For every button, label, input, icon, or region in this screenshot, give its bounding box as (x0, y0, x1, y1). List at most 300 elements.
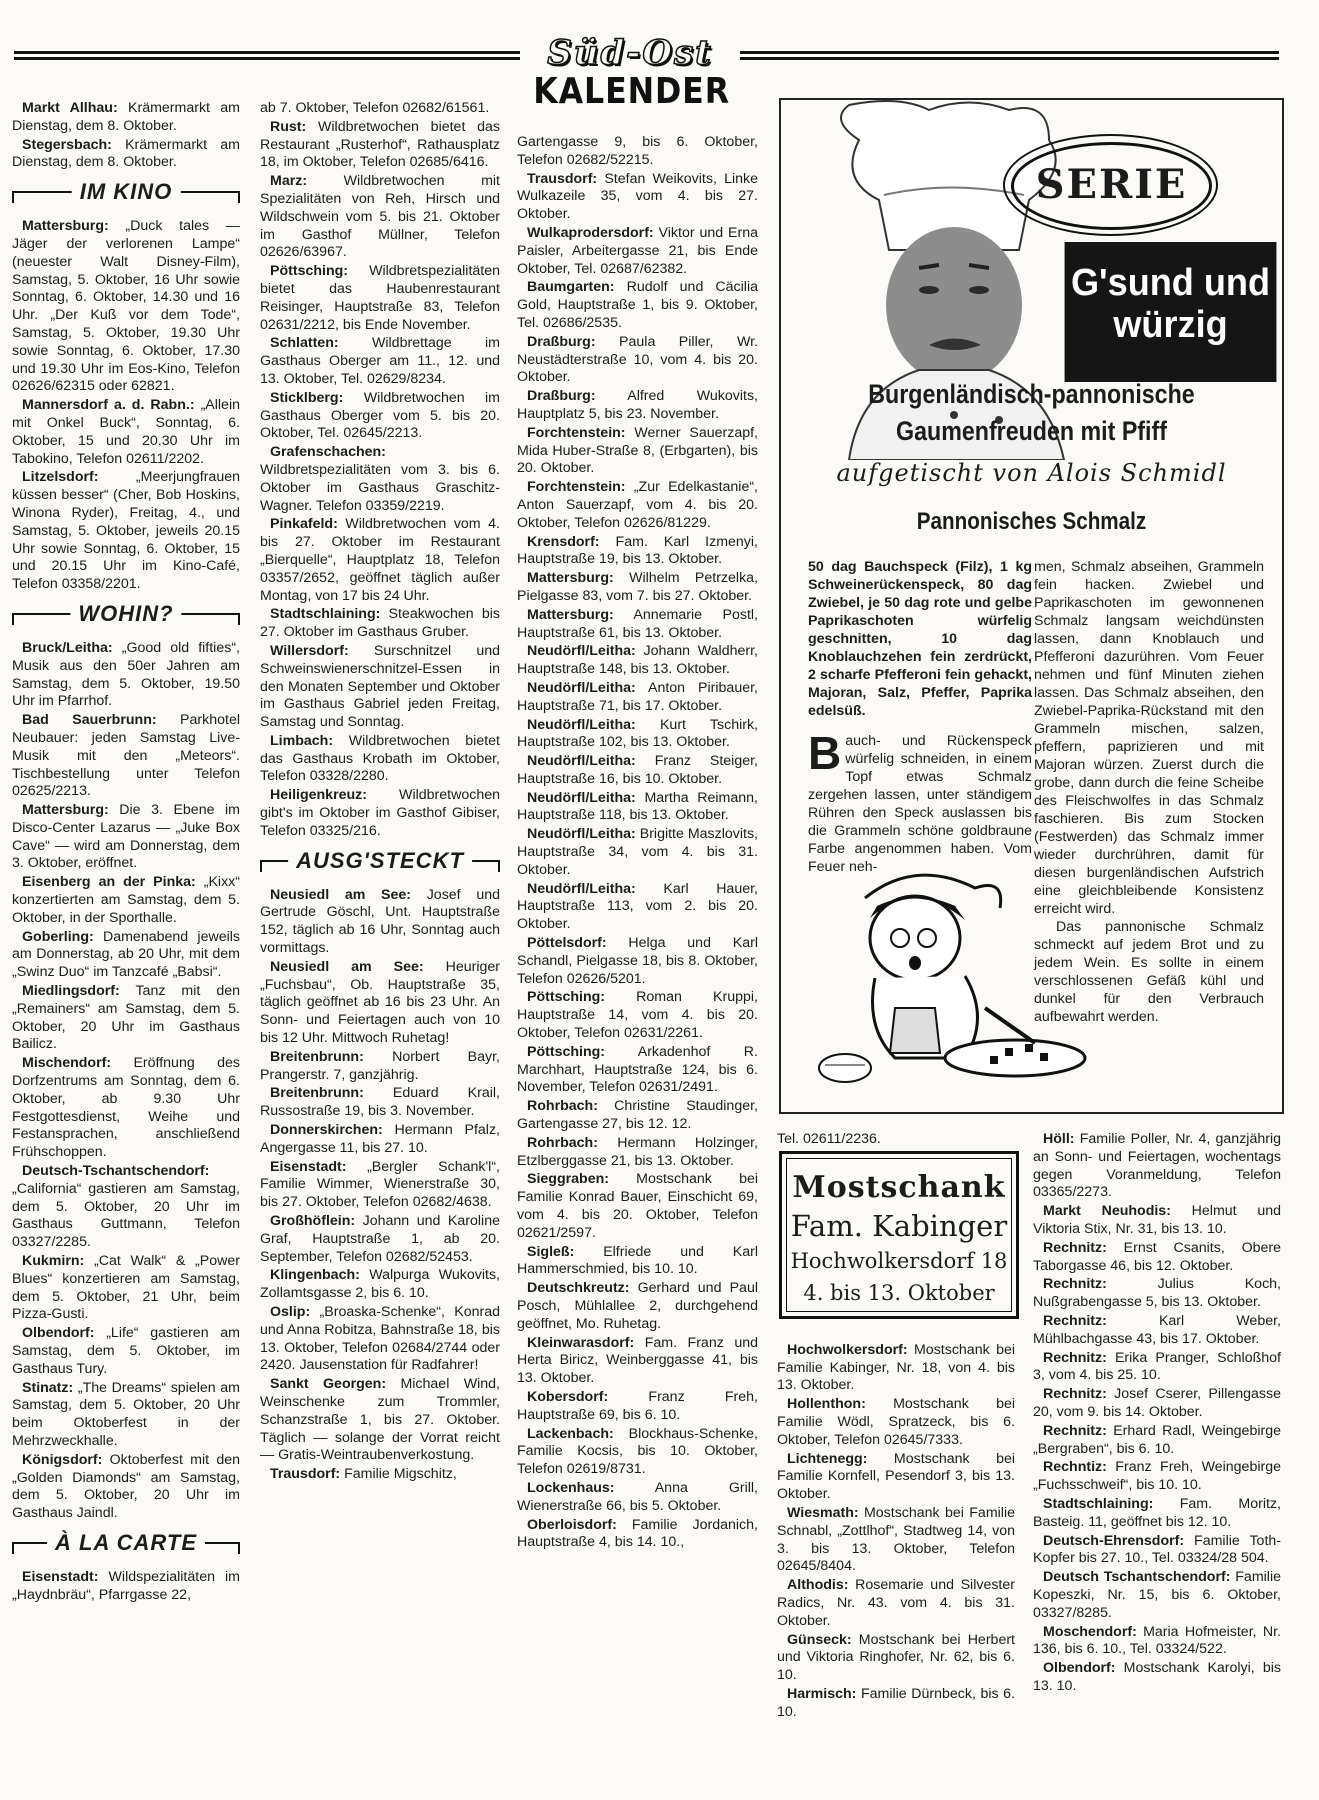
listing-place: Miedlingsdorf: (22, 983, 120, 1000)
listing-text: Fam. Moritz, Basteig. 11, geöffnet bis 12. 10. (1033, 1495, 1281, 1530)
listing-entry (12, 1253, 240, 1324)
listing-place: Stadtschlaining: (270, 606, 381, 623)
listing-place: Hollenthon: (787, 1396, 866, 1413)
listing-entry (1033, 1624, 1281, 1660)
listing-text: Mostschank bei Herbert und Viktoria Ringhofer, Nr. 62, bis 6. 10. (777, 1631, 1015, 1684)
listing-place: Großhöflein: (270, 1213, 356, 1230)
listing-entry (517, 425, 758, 478)
listing-text: Wildbrettage im Gasthaus Oberger am 11., 12. und 13. Oktober, Tel. 02629/8234. (260, 335, 500, 387)
listing-entry (260, 335, 500, 388)
listing-place: Eisenstadt: (22, 1568, 99, 1585)
listing-entry (1033, 1131, 1281, 1202)
listing-place: Breitenbrunn: (270, 1048, 364, 1065)
listing-place: Grafenschachen: (270, 444, 386, 461)
listing-entry (777, 1342, 1015, 1395)
listing-entry (260, 1304, 500, 1375)
listing-text: Brigitte Maszlovits, Hauptstraße 34, vom 4. bis 31. Oktober. (517, 826, 758, 878)
listing-place: Eisenberg an der Pinka: (22, 874, 196, 891)
listing-entry (517, 680, 758, 716)
recipe-dropcap: B (808, 727, 842, 779)
listing-entry (517, 570, 758, 606)
listing-place: Mattersburg: (22, 802, 109, 819)
listing-text: „Kixx“ konzertierten am Samstag, dem 5. Oktober, in der Sporthalle. (12, 874, 240, 926)
listing-text: Wildspezialitäten im „Haydnbräu“, Pfarrgasse 22, (12, 1568, 240, 1603)
listing-place: Lichtenegg: (787, 1450, 868, 1467)
listing-entry (777, 1131, 1015, 1149)
listing-entry (517, 1244, 758, 1280)
listing-text: Alfred Wukovits, Hauptplatz 5, bis 23. November. (517, 388, 758, 422)
listing-place: Lockenhaus: (527, 1479, 615, 1496)
listing-text: Wildbretwochen gibt's im Oktober im Gasthof Gibiser, Telefon 03325/216. (260, 787, 500, 839)
listing-place: Mattersburg: (22, 218, 109, 235)
listing-entry (260, 643, 500, 732)
listing-entry (777, 1686, 1015, 1722)
listing-place: Stinatz: (22, 1379, 74, 1396)
listing-text: Paula Piller, Wr. Neustädterstraße 10, vom 4. bis 20. Oktober. (517, 333, 758, 386)
listing-place: Harmisch: (787, 1685, 857, 1702)
listing-entry (1033, 1350, 1281, 1386)
listing-text: Ernst Csanits, Obere Taborgasse 46, bis 12. Oktober. (1033, 1239, 1281, 1274)
listing-entry (12, 640, 240, 711)
listing-text: Krämermarkt am Dienstag, dem 8. Oktober. (12, 136, 240, 171)
listing-text: Wildbretwochen im Gasthaus Oberger vom 5. bis 20. Oktober, Tel. 02645/2213. (260, 389, 500, 442)
listing-place: Wiesmath: (787, 1504, 859, 1521)
listing-entry (1033, 1203, 1281, 1239)
listing-entry (517, 1335, 758, 1388)
listing-place: Neudörfl/Leitha: (527, 826, 636, 843)
listing-text: Maria Hofmeister, Nr. 136, bis 6. 10., Tel. 03324/522. (1033, 1623, 1281, 1658)
listing-text: Christine Staudinger, Gartengasse 27, bis 12. 12. (517, 1098, 758, 1133)
serie-tagline: G'sund und würzig (1065, 242, 1277, 382)
listing-place: Rechnitz: (1043, 1349, 1107, 1366)
masthead-bottom: KALENDER (533, 71, 730, 112)
listing-entry (517, 1426, 758, 1479)
listing-place: Draßburg: (527, 388, 596, 405)
serie-box (779, 98, 1284, 1114)
listing-place: Neusiedl am See: (270, 958, 424, 975)
listing-text: Johann Waldherr, Hauptstraße 148, bis 13. Oktober. (517, 643, 758, 678)
listing-entry (517, 134, 758, 170)
listing-place: Goberling: (22, 928, 94, 945)
listing-place: Kukmirn: (22, 1253, 85, 1270)
listing-text: Tanz mit den „Remainers“ am Samstag, dem 5. Oktober, 20 Uhr im Gasthaus Bailicz. (12, 983, 240, 1053)
listing-place: Neusiedl am See: (270, 886, 412, 903)
section-heading (12, 600, 240, 628)
listing-text: „Allein mit Onkel Buck“, Sonntag, 6. Oktober, 15 und 20.30 Uhr im Tabokino, Telefon 02611/2202. (12, 397, 240, 467)
listing-place: Donnerskirchen: (270, 1122, 383, 1139)
listing-place: Deutschkreutz: (527, 1280, 630, 1297)
listing-text: Heuriger „Fuchsbau“, Ob. Hauptstraße 35, täglich geöffnet ab 16 bis 23 Uhr. An Sonn- und Feiertagen auch von 10 bis 12 Uhr. Mittwoch Ruhetag! (260, 958, 500, 1047)
listing-text: Michael Wind, Weinschenke zum Trommler, Schanzstraße 1, bis 27. Oktober. Täglich — solange der Vorrat reicht — Gratis-Weintraubenverkostung. (260, 1376, 500, 1464)
listing-entry (517, 607, 758, 643)
listing-entry (517, 388, 758, 424)
listing-entry (1033, 1496, 1281, 1532)
listing-place: Bad Sauerbrunn: (22, 712, 157, 729)
listing-entry (12, 1380, 240, 1451)
listing-entry (517, 717, 758, 753)
listing-entry (260, 263, 500, 334)
listing-text: Eröffnung des Dorfzentrums am Sonntag, dem 6. Oktober, ab 9.30 Uhr Festgottesdienst, Weihe und Festansprachen, anschließend Frühschoppen. (12, 1055, 240, 1161)
listing-entry (777, 1396, 1015, 1449)
listing-entry (12, 1452, 240, 1523)
serie-badge: SERIE (1011, 142, 1212, 230)
listing-place: Rechnitz: (1043, 1239, 1107, 1256)
listing-entry (12, 1569, 240, 1605)
listing-place: Rechnitz: (1043, 1386, 1107, 1403)
listing-entry (1033, 1276, 1281, 1312)
listing-text: „Broaska-Schenke“, Konrad und Anna Robitza, Bahnstraße 18, bis 13. Oktober, Telefon 02684/2744 oder 2420. Jausenstation für Radfahrer! (260, 1304, 500, 1374)
listing-text: Wildbretspezialitäten bietet das Haubenrestaurant Reisinger, Hauptstraße 83, Telefon 02631/2212, bis Ende November. (260, 263, 500, 333)
listing-entry (517, 1044, 758, 1097)
recipe-method-a-text: auch- und Rückenspeck würfelig schneiden, in einem Topf etwas Schmalz zergehen lassen, unter ständigem Rühren den Speck auslassen bis die Grammeln schöne goldbraune Farbe angenommen haben. Vom Feuer neh- (808, 733, 1032, 875)
listing-entry (260, 100, 500, 118)
listing-entry (260, 173, 500, 262)
listing-text: Helmut und Viktoria Stix, Nr. 31, bis 13. 10. (1033, 1203, 1281, 1237)
listing-entry (517, 1480, 758, 1516)
listing-place: Heiligenkreuz: (270, 787, 367, 804)
listing-entry (517, 534, 758, 570)
listing-entry (260, 119, 500, 172)
listing-entry (1033, 1423, 1281, 1459)
listing-entry (260, 733, 500, 786)
listing-text: Erhard Radl, Weingebirge „Bergraben“, bis 6. 10. (1033, 1422, 1281, 1457)
listing-entry (777, 1632, 1015, 1685)
listing-entry (260, 1213, 500, 1266)
listing-text: Wilhelm Petrzelka, Pielgasse 83, vom 7. bis 27. Oktober. (517, 570, 758, 604)
listing-text: Walpurga Wukovits, Zollamtsgasse 2, bis 6. 10. (260, 1267, 500, 1302)
listing-entry (517, 935, 758, 988)
listing-text: Familie Dürnbeck, bis 6. 10. (777, 1685, 1015, 1720)
listing-text: Norbert Bayr, Prangerstr. 7, ganzjährig. (260, 1048, 500, 1083)
listing-entry (1033, 1660, 1281, 1696)
listing-text: Hermann Pfalz, Angergasse 11, bis 27. 10. (260, 1122, 500, 1156)
listing-text: Familie Migschitz, (340, 1466, 457, 1483)
listing-place: Sieggraben: (527, 1171, 609, 1188)
listing-entry (1033, 1569, 1281, 1622)
listing-text: Wildbretwochen bietet das Restaurant „Rusterhof“, Rathausplatz 18, im Oktober, Telefon 02685/6416. (260, 118, 500, 171)
listing-place: Neudörfl/Leitha: (527, 880, 636, 897)
listing-place: Wulkaprodersdorf: (527, 224, 654, 241)
mostschank-heading: Mostschank (792, 1170, 1006, 1205)
listing-entry (260, 1049, 500, 1085)
listing-place: Rohrbach: (527, 1134, 598, 1151)
listing-place: Markt Neuhodis: (1043, 1203, 1171, 1220)
column-2 (260, 100, 500, 1775)
listing-entry (260, 1085, 500, 1121)
listing-text: Surschnitzel und Schweinswienerschnitzel-Essen in den Monaten September und Oktober im Gasthaus Gabriel jeden Freitag, Samstag und Sonntag. (260, 642, 500, 731)
listing-entry (517, 790, 758, 826)
listing-place: Schlatten: (270, 335, 339, 352)
serie-subtitle: Pannonisches Schmalz (916, 508, 1147, 535)
listing-text: Damenabend jeweils am Donnerstag, ab 20 Uhr, mit dem „Swinz Duo“ im Tanzcafé „Babsi“. (12, 928, 240, 981)
listing-text: ab 7. Oktober, Telefon 02682/61561. (260, 100, 490, 116)
listing-entry (260, 1122, 500, 1158)
listing-place: Neudörfl/Leitha: (527, 679, 636, 696)
listing-place: Deutsch-Tschantschendorf: (22, 1163, 210, 1180)
listing-entry (12, 218, 240, 396)
listing-text: Mostschank bei Familie Kabinger, Nr. 18, von 4. bis 13. Oktober. (777, 1341, 1015, 1394)
listing-entry (777, 1451, 1015, 1504)
serie-byline: aufgetischt von Alois Schmidl (836, 459, 1227, 487)
column-5 (1033, 1131, 1281, 1766)
listing-place: Willersdorf: (270, 642, 349, 659)
listing-text: Mostschank bei Familie Wödl, Spratzeck, bis 6. Oktober, Telefon 02645/7333. (777, 1396, 1015, 1448)
listing-entry (1033, 1240, 1281, 1276)
listing-place: Trausdorf: (527, 170, 598, 187)
listing-text: Mostschank bei Familie Konrad Bauer, Einschicht 69, vom 4. bis 20. Oktober, Telefon 02621/2597. (517, 1171, 758, 1241)
listing-text: Oktoberfest mit den „Golden Diamonds“ am Samstag, dem 5. Oktober, 20 Uhr im Gasthaus Jaindl. (12, 1451, 240, 1522)
listing-text: Fam. Franz und Herta Biricz, Weinberggasse 41, bis 13. Oktober. (517, 1334, 758, 1387)
listing-entry (517, 1389, 758, 1425)
recipe-left (808, 558, 1032, 876)
listing-entry (1033, 1313, 1281, 1349)
listing-place: Neudörfl/Leitha: (527, 753, 636, 770)
listing-entry (517, 753, 758, 789)
listing-text: Arkadenhof R. Marchhart, Hauptstraße 124, bis 6. November, Telefon 02631/2491. (517, 1043, 758, 1096)
listing-text: Mostschank Karolyi, bis 13. 10. (1033, 1660, 1281, 1694)
listing-text: Helga und Karl Schandl, Pielgasse 18, bis 8. Oktober, Telefon 02626/5201. (517, 935, 758, 987)
listing-text: Eduard Krail, Russostraße 19, bis 3. November. (260, 1085, 500, 1120)
listing-place: Neudörfl/Leitha: (527, 789, 636, 806)
listing-place: Kleinwarasdorf: (527, 1334, 635, 1351)
listing-entry (517, 171, 758, 224)
listing-text: Julius Koch, Nußgrabengasse 5, bis 13. Oktober. (1033, 1276, 1281, 1311)
listing-entry (260, 390, 500, 443)
listing-place: Pöttsching: (270, 263, 349, 280)
column-4 (777, 1131, 1015, 1766)
listing-text: Gerhard und Paul Posch, Mühlallee 2, durchgehend geöffnet, Mo. Ruhetag. (517, 1280, 758, 1332)
listing-entry (1033, 1459, 1281, 1495)
listing-entry (260, 1159, 500, 1212)
listing-text: Fam. Karl Izmenyi, Hauptstraße 19, bis 13. Oktober. (517, 533, 758, 568)
listing-entry (12, 712, 240, 801)
listing-place: Mannersdorf a. d. Rabn.: (22, 397, 195, 414)
listing-text: Karl Weber, Mühlbachgasse 43, bis 17. Oktober. (1033, 1312, 1281, 1347)
serie-title: Burgenländisch-pannonische Gaumenfreuden mit Pfiff (868, 379, 1195, 446)
listing-text: Kurt Tschirk, Hauptstraße 102, bis 13. Oktober. (517, 716, 758, 751)
section-heading (12, 1529, 240, 1557)
listing-entry (777, 1577, 1015, 1630)
listing-text: Stefan Weikovits, Linke Wulkazeile 35, vom 4. bis 27. Oktober. (517, 170, 758, 223)
listing-text: „Life“ gastieren am Samstag, dem 5. Oktober, im Gasthaus Tury. (12, 1325, 240, 1377)
listing-entry (260, 606, 500, 642)
listing-place: Rechnitz: (1043, 1276, 1107, 1293)
section-heading (12, 178, 240, 206)
listing-place: Litzelsdorf: (22, 469, 99, 486)
listing-text: Viktor und Erna Paisler, Arbeitergasse 21, bis Ende Oktober, Tel. 02687/62382. (517, 224, 758, 277)
column-1 (12, 100, 240, 1775)
listing-text: Hermann Holzinger, Etzlberggasse 21, bis 13. Oktober. (517, 1134, 758, 1169)
listing-place: Eisenstadt: (270, 1158, 347, 1175)
listing-place: Höll: (1043, 1131, 1075, 1147)
masthead (520, 34, 740, 129)
listing-text: Josef Cserer, Pillengasse 20, vom 9. bis 14. Oktober. (1033, 1386, 1281, 1420)
listing-place: Pinkafeld: (270, 516, 338, 533)
listing-text: Roman Kruppi, Hauptstraße 14, vom 4. bis 20. Oktober, Telefon 02631/2261. (517, 989, 758, 1042)
recipe-method-c: Das pannonische Schmalz schmeckt auf jedem Brot und zu jedem Wein. Es sollte in einem verschlossenen Gefäß kühl und dunkel für den Verbrauch aufbewahrt werden. (1034, 919, 1264, 1025)
listing-place: Markt Allhau: (22, 100, 118, 116)
listing-place: Baumgarten: (527, 279, 615, 296)
listing-place: Königsdorf: (22, 1451, 103, 1468)
listing-text: Erika Pranger, Schloßhof 3, vom 4. bis 25. 10. (1033, 1349, 1281, 1384)
section-heading-text: À LA CARTE (47, 1529, 205, 1557)
listing-text: Wildbretwochen bietet das Gasthaus Krobath im Oktober, Telefon 03328/2280. (260, 732, 500, 785)
listing-text: Rosemarie und Silvester Radics, Nr. 43. vom 4. bis 31. Oktober. (777, 1577, 1015, 1629)
listing-entry (517, 1280, 758, 1333)
listing-entry (517, 225, 758, 278)
listing-text: „Bergler Schank'l“, Familie Wimmer, Wienerstraße 30, bis 27. Oktober, Telefon 02682/4638. (260, 1158, 500, 1211)
listing-text: Karl Hauer, Hauptstraße 113, vom 2. bis 20. Oktober. (517, 880, 758, 933)
listing-place: Breitenbrunn: (270, 1085, 364, 1102)
listing-place: Forchtenstein: (527, 479, 626, 496)
listing-text: Familie Poller, Nr. 4, ganzjährig an Sonn- und Feiertagen, wochentags gegen Voranmeldung, Telefon 03365/2273. (1033, 1131, 1281, 1201)
listing-text: „The Dreams“ spielen am Samstag, dem 5. Oktober, 20 Uhr beim Oktoberfest in der Mehrzweckhalle. (12, 1379, 240, 1449)
listing-place: Mattersburg: (527, 570, 614, 587)
section-heading (260, 847, 500, 875)
listing-entry (12, 469, 240, 594)
listing-entry (1033, 1386, 1281, 1422)
listing-place: Mischendorf: (22, 1055, 112, 1072)
listing-text: Blockhaus-Schenke, Familie Kocsis, bis 10. Oktober, Telefon 02619/8731. (517, 1425, 758, 1478)
mostschank-dates: 4. bis 13. Oktober (803, 1281, 995, 1305)
listing-text: Annemarie Postl, Hauptstraße 61, bis 13. Oktober. (517, 606, 758, 641)
listing-place: Oberloisdorf: (527, 1516, 617, 1533)
listing-place: Sigleß: (527, 1243, 575, 1260)
listing-text: Franz Steiger, Hauptstraße 16, bis 10. Oktober. (517, 753, 758, 787)
listing-entry (12, 983, 240, 1054)
recipe-method-b: men, Schmalz abseihen, Grammeln fein hacken. Zwiebel und Paprikaschoten im gewonnenen Schmalz langsam weichdünsten lassen, dann Knoblauch und Pfefferoni dazurühren. Vom Feuer nehmen und fünf Minuten ziehen lassen. Das Schmalz abseihen, den Zwiebel-Paprika-Rückstand mit den Grammeln mischen, salzen, pfeffern, paprizieren und mit Majoran würzen. Zuerst durch die grobe, dann durch die feine Scheibe des Fleischwolfes in das Schmalz faschieren. Bis zum Stocken (Festwerden) das Schmalz immer wieder durchrühren, damit für diesen burgenländischen Aufstrich eine gleichbleibende Konsistenz erreicht wird. (1034, 559, 1264, 917)
listing-entry (517, 1517, 758, 1553)
listing-place: Neudörfl/Leitha: (527, 643, 636, 660)
listing-text: Familie Jordanich, Hauptstraße 4, bis 14. 10., (517, 1516, 758, 1551)
listing-place: Pöttsching: (527, 1043, 606, 1060)
listing-entry (260, 1466, 500, 1484)
listing-entry (517, 1171, 758, 1242)
listing-entry (12, 100, 240, 136)
listing-text: „Cat Walk“ & „Power Blues“ konzertieren am Samstag, dem 5. Oktober, 21 Uhr, beim Pizza-Gusti. (12, 1253, 240, 1323)
listing-entry (260, 787, 500, 840)
listing-place: Mattersburg: (527, 606, 614, 623)
listing-place: Kobersdorf: (527, 1388, 609, 1405)
listing-place: Deutsch-Ehrensdorf: (1043, 1532, 1185, 1549)
listing-entry (260, 1376, 500, 1465)
listing-text: Mostschank bei Familie Schnabl, „Zottlhof“, Stadtweg 14, von 3. bis 13. Oktober, Telefon 02645/8404. (777, 1504, 1015, 1575)
ad-space (777, 1150, 1015, 1342)
listing-entry (517, 479, 758, 532)
recipe-method-a (808, 727, 1032, 876)
listing-place: Stadtschlaining: (1043, 1495, 1154, 1512)
recipe-ingredients: 50 dag Bauchspeck (Filz), 1 kg Schweinerückenspeck, 80 dag Zwiebel, je 50 dag rote und gelbe Paprikaschoten würfelig geschnitten, 10 dag Knoblauchzehen fein zerdrückt, 2 scharfe Pfefferoni fein gehackt, Majoran, Salz, Pfeffer, Paprika edelsüß. (808, 559, 1032, 719)
listing-entry (517, 1098, 758, 1134)
listing-entry (12, 802, 240, 873)
listing-place: Stegersbach: (22, 136, 112, 153)
section-heading-text: IM KINO (72, 178, 181, 206)
listing-entry (517, 881, 758, 934)
listing-place: Forchtenstein: (527, 424, 626, 441)
listing-place: Günseck: (787, 1631, 852, 1648)
listing-text: Franz Freh, Weingebirge „Fuchsschweif“, bis 10. 10. (1033, 1459, 1281, 1494)
listing-entry (12, 397, 240, 468)
listing-entry (1033, 1533, 1281, 1569)
listing-place: Hochwolkersdorf: (787, 1341, 908, 1358)
masthead-top: Süd-Ost (547, 33, 713, 73)
listing-text: Steakwochen bis 27. Oktober im Gasthaus Gruber. (260, 606, 500, 641)
listing-place: Rust: (270, 118, 307, 135)
listing-entry (517, 643, 758, 679)
listing-entry (12, 1163, 240, 1252)
listing-text: Mostschank bei Familie Kornfell, Pesendorf 3, bis 13. Oktober. (777, 1450, 1015, 1503)
listing-place: Pöttsching: (527, 989, 606, 1006)
cook-illustration (805, 858, 1105, 1098)
listing-entry (12, 1325, 240, 1378)
listing-place: Moschendorf: (1043, 1623, 1137, 1640)
listing-place: Sticklberg: (270, 389, 344, 406)
listing-text: „Meerjungfrauen küssen besser“ (Cher, Bob Hoskins, Winona Ryder), Freitag, 4., und Samstag, 5. Oktober, jeweils 20.15 Uhr sowie Sonntag, 6. Oktober, 15 und 20.15 Uhr im Kino-Café, Telefon 03358/2201. (12, 469, 240, 593)
listing-text: Parkhotel Neubauer: jeden Samstag Live-Musik mit den „Meteors“. Tischbestellung unter Telefon 02625/2213. (12, 712, 240, 800)
listing-text: Familie Kopeszki, Nr. 15, bis 6. Oktober, 03327/8285. (1033, 1569, 1281, 1621)
listing-place: Lackenbach: (527, 1425, 614, 1442)
mostschank-name: Fam. Kabinger (790, 1209, 1008, 1243)
listing-entry (260, 516, 500, 605)
listing-place: Neudörfl/Leitha: (527, 716, 636, 733)
listing-place: Pöttelsdorf: (527, 935, 607, 952)
listing-place: Rohrbach: (527, 1098, 598, 1115)
listing-text: Josef und Gertrude Göschl, Unt. Hauptstraße 152, täglich ab 16 Uhr, Sonntag auch vormittags. (260, 886, 500, 957)
listing-place: Draßburg: (527, 333, 596, 350)
listing-text: „California“ gastieren am Samstag, dem 5. Oktober, 20 Uhr im Gasthaus Guttmann, Telefon 03327/2285. (12, 1180, 240, 1251)
listing-text: Wildbretspezialitäten vom 3. bis 6. Oktober im Gasthaus Graschitz-Wagner. Telefon 03359/2219. (260, 461, 500, 514)
listing-entry (12, 137, 240, 173)
listing-entry (777, 1505, 1015, 1576)
listing-text: Gartengasse 9, bis 6. Oktober, Telefon 02682/52215. (517, 134, 758, 168)
listing-text: Rudolf und Cäcilia Gold, Hauptstraße 1, bis 9. Oktober, Tel. 02686/2535. (517, 279, 758, 331)
listing-place: Krensdorf: (527, 533, 600, 550)
listing-entry (12, 874, 240, 927)
column-3 (517, 134, 758, 1774)
listing-entry (517, 989, 758, 1042)
listing-text: Anna Grill, Wienerstraße 66, bis 5. Oktober. (517, 1479, 758, 1514)
listing-place: Rechnitz: (1043, 1422, 1107, 1439)
listing-text: Familie Toth-Kopfer bis 27. 10., Tel. 03324/28 504. (1033, 1532, 1281, 1567)
listing-text: Tel. 02611/2236. (777, 1131, 881, 1147)
listing-text: „Zur Edelkastanie“, Anton Sauerzapf, vom 4. bis 20. Oktober, Telefon 02626/81229. (517, 479, 758, 531)
listing-place: Rechnitz: (1043, 1312, 1107, 1329)
listing-place: Klingenbach: (270, 1267, 360, 1284)
listing-entry (517, 279, 758, 332)
listing-text: Wildbretwochen vom 4. bis 27. Oktober im Restaurant „Bierquelle“, Hauptplatz 18, Telefon 03357/2652, geöffnet täglich außer Montag, von 17 bis 24 Uhr. (260, 516, 500, 604)
listing-text: Die 3. Ebene im Disco-Center Lazarus — „Juke Box Cave“ — wird am Donnerstag, dem 3. Oktober, eröffnet. (12, 802, 240, 872)
listing-place: Bruck/Leitha: (22, 639, 113, 656)
listing-entry (517, 334, 758, 387)
listing-text: Wildbretwochen mit Spezialitäten von Reh, Hirsch und Wildschwein vom 5. bis 21. Oktober im Gasthof Müllner, Telefon 02626/63967. (260, 173, 500, 261)
section-heading-text: WOHIN? (70, 600, 181, 628)
listing-text: Franz Freh, Hauptstraße 69, bis 6. 10. (517, 1388, 758, 1423)
mostschank-place: Hochwolkersdorf 18 (790, 1249, 1008, 1273)
listing-entry (517, 1135, 758, 1171)
listing-entry (517, 826, 758, 879)
listing-entry (12, 1055, 240, 1162)
listing-text: „Duck tales — Jäger der verlorenen Lampe“ (neuester Walt Disney-Film), Samstag, 5. Oktober, 16 Uhr sowie Sonntag, 6. Oktober, 14.30 und 16 Uhr. „Der Kuß vor dem Tode“, Samstag, 5. Oktober, 19.30 Uhr sowie Sonntag, 6. Oktober, 17.30 und 19.30 Uhr im Eos-Kino, Telefon 02626/62315 oder 62821. (12, 218, 240, 395)
section-heading-text: AUSG'STECKT (288, 847, 472, 875)
listing-text: Werner Sauerzapf, Mida Huber-Straße 8, (Erbgarten), bis 20. Oktober. (517, 424, 758, 477)
listing-text: Elfriede und Karl Hammerschmied, bis 10. 10. (517, 1243, 758, 1278)
listing-text: Krämermarkt am Dienstag, dem 8. Oktober. (12, 100, 240, 134)
listing-text: Anton Piribauer, Hauptstraße 71, bis 17. Oktober. (517, 679, 758, 714)
listing-place: Marz: (270, 173, 308, 190)
listing-entry (260, 444, 500, 515)
listing-entry (260, 1267, 500, 1303)
listing-place: Olbendorf: (22, 1325, 95, 1342)
